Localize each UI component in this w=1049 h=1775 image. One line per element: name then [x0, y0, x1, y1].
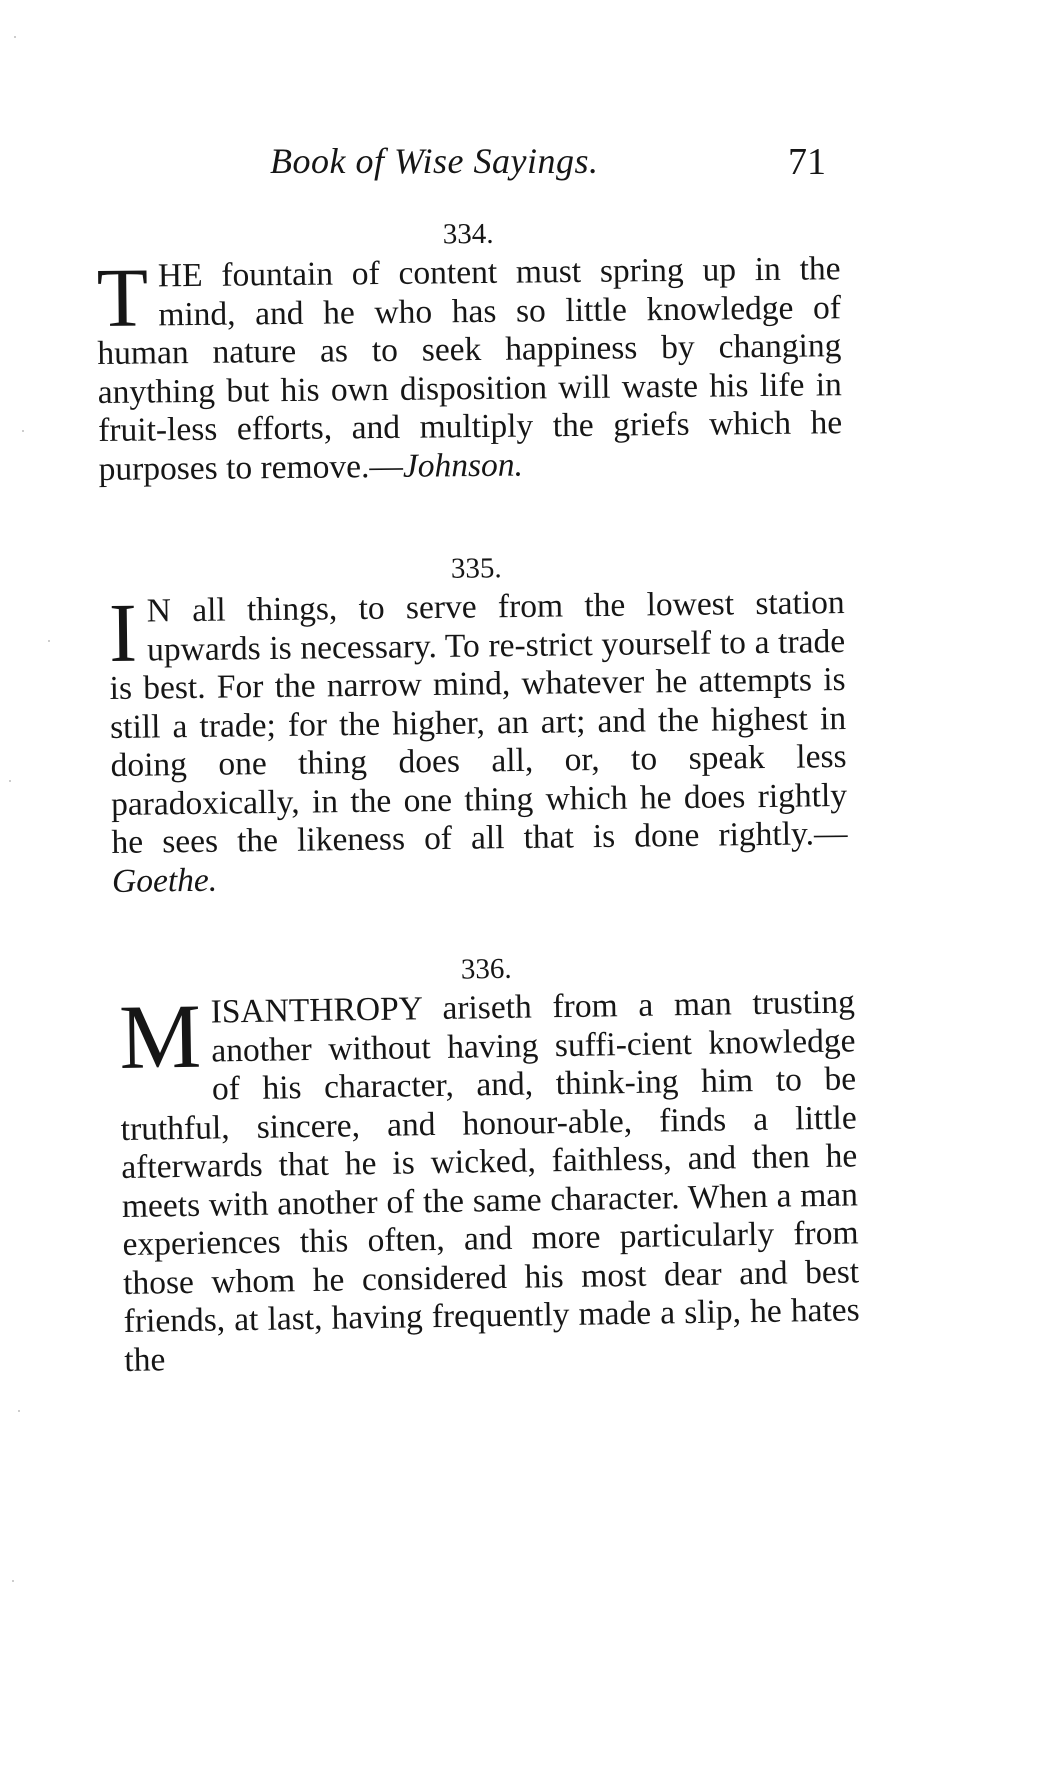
- saying-author: Johnson.: [402, 446, 524, 485]
- saying-number: 336.: [460, 952, 512, 986]
- saying-number: 335.: [450, 552, 502, 585]
- paper-speck: [14, 36, 16, 38]
- saying-335: [108, 544, 848, 901]
- drop-cap: T: [96, 251, 149, 345]
- paper-speck: [12, 1580, 14, 1582]
- saying-body: ISANTHROPY ariseth from a man trusting another without having suffi-cient knowledge of his character, and, think-ing him to be truthful, sincere, and honour-able, finds a little afterwards that he is wicked, faithless, and then he meets with another of the same character. When a man experiences this often, and more particularly from those whom he considered his most dear and best friends, at last, having frequently made a slip, he hates the: [120, 983, 860, 1379]
- attribution-dash: —: [813, 814, 848, 853]
- running-head: [270, 140, 830, 190]
- drop-cap: M: [118, 984, 202, 1088]
- saying-number: 334.: [442, 217, 494, 251]
- saying-334: [96, 210, 843, 489]
- saying-body: N all things, to serve from the lowest station upwards is necessary. To re-strict yourself to a trade is best. For the narrow mind, whatever he attempts is still a trade; for the higher, an art; and the highest in doing one thing does all, or, to speak less paradoxically, in the one thing which he does rightly he sees the likeness of all that is done rightly.: [109, 584, 848, 861]
- page-number: 71: [788, 141, 826, 183]
- saying-body: HE fountain of content must spring up in the mind, and he who has so little knowledge of human nature as to seek happiness by changing anything but his own disposition will waste his life in fruit-less efforts, and multiply the griefs which he purposes to remove.: [97, 250, 843, 488]
- running-title: Book of Wise Sayings.: [270, 141, 599, 181]
- paper-speck: [9, 780, 11, 782]
- paper-speck: [18, 1410, 20, 1412]
- drop-cap: I: [108, 586, 138, 680]
- saying-text: [96, 250, 842, 489]
- paper-speck: [22, 430, 24, 432]
- paper-speck: [48, 640, 50, 642]
- saying-author: Goethe.: [111, 861, 218, 900]
- saying-text: [119, 983, 861, 1380]
- saying-336: [118, 943, 861, 1380]
- attribution-dash: —: [369, 447, 404, 485]
- saying-text: [108, 584, 848, 901]
